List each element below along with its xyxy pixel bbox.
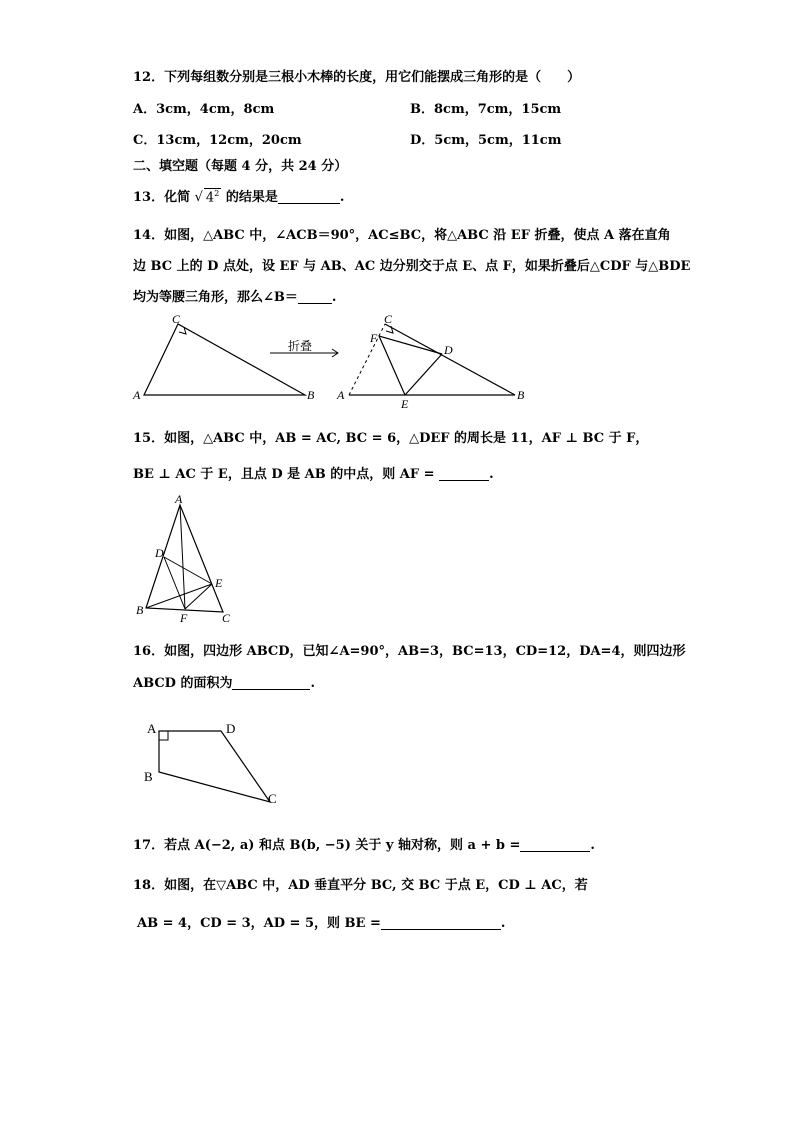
q17-text: 17．若点 A(−2, a) 和点 B(b, −5) 关于 y 轴对称，则 a + b = bbox=[133, 838, 521, 853]
label-a: A bbox=[337, 388, 345, 402]
q15-line1: 15．如图，△ABC 中，AB = AC, BC = 6，△DEF 的周长是 11，AF ⊥ BC 于 F， bbox=[133, 431, 649, 446]
segment-df bbox=[164, 557, 185, 609]
q14-figure-original bbox=[130, 312, 320, 407]
label-b: B bbox=[307, 388, 315, 402]
q12-option-d: D．5cm，5cm，11cm bbox=[410, 133, 562, 148]
label-d: D bbox=[444, 343, 453, 357]
q13-radicand: 4 bbox=[205, 190, 215, 205]
fold-label: 折叠 bbox=[288, 339, 313, 353]
q16-line2 bbox=[133, 672, 315, 691]
q18-line1: 18．如图，在▽ABC 中，AD 垂直平分 BC, 交 BC 于点 E，CD ⊥ AC，若 bbox=[133, 878, 588, 893]
segment-fd bbox=[379, 336, 442, 354]
q16-period: . bbox=[310, 676, 315, 691]
quadrilateral-abcd bbox=[159, 731, 270, 802]
label-c: C bbox=[172, 312, 181, 326]
q18-answer-blank[interactable] bbox=[381, 915, 501, 930]
q13-exponent: 2 bbox=[214, 188, 220, 198]
q17 bbox=[133, 834, 595, 853]
q15-line2-text: BE ⊥ AC 于 E，且点 D 是 AB 的中点，则 AF = bbox=[133, 467, 435, 482]
segment-de bbox=[164, 557, 212, 584]
segment-fe bbox=[379, 336, 405, 395]
q16-line1: 16．如图，四边形 ABCD，已知∠A=90°，AB=3，BC=13，CD=12，DA=4，则四边形 bbox=[133, 644, 686, 659]
label-b: B bbox=[144, 769, 153, 784]
label-c: C bbox=[384, 312, 393, 326]
label-e: E bbox=[215, 576, 223, 590]
segment-cb bbox=[385, 324, 515, 395]
q14-line3 bbox=[133, 286, 336, 305]
label-f: F bbox=[370, 331, 378, 345]
q15-figure bbox=[130, 492, 240, 625]
label-c: C bbox=[222, 611, 231, 625]
q12-stem: 12．下列每组数分别是三根小木棒的长度，用它们能摆成三角形的是（ ） bbox=[133, 70, 581, 85]
q13-answer-blank[interactable] bbox=[278, 189, 340, 204]
q17-answer-blank[interactable] bbox=[520, 837, 590, 852]
label-a: A bbox=[147, 721, 157, 736]
q16-figure bbox=[140, 715, 290, 810]
q12-option-b: B．8cm，7cm，15cm bbox=[410, 102, 562, 117]
q13-period: . bbox=[339, 190, 345, 205]
q14-line2: 边 BC 上的 D 点处，设 EF 与 AB、AC 边分别交于点 E、点 F，如果折叠后△CDF 与△BDE bbox=[133, 259, 691, 274]
q18-period: . bbox=[500, 916, 506, 931]
label-c: C bbox=[268, 791, 277, 806]
q14-line1: 14．如图，△ABC 中，∠ACB＝90°，AC≤BC，将△ABC 沿 EF 折叠，使点 A 落在直角 bbox=[133, 228, 671, 243]
q16-answer-blank[interactable] bbox=[232, 675, 310, 690]
q14-line3-text: 均为等腰三角形，那么∠B＝ bbox=[133, 290, 298, 305]
label-d: D bbox=[155, 546, 164, 560]
q15-line2 bbox=[133, 463, 494, 482]
q14-figure-folded bbox=[335, 312, 535, 412]
label-a: A bbox=[175, 492, 183, 506]
label-f: F bbox=[180, 611, 188, 625]
q13-suffix: 的结果是 bbox=[225, 190, 278, 205]
segment-fe bbox=[185, 584, 212, 609]
q13: 13．化简 √ $4^2$ 的结果是 . bbox=[133, 188, 345, 205]
segment-de bbox=[405, 354, 442, 395]
label-d: D bbox=[226, 721, 236, 736]
q12-option-c: C．13cm，12cm，20cm bbox=[133, 133, 302, 148]
q15-period: . bbox=[489, 467, 494, 482]
q18-line2 bbox=[137, 912, 505, 931]
label-b: B bbox=[517, 388, 525, 402]
q15-answer-blank[interactable] bbox=[439, 466, 489, 481]
label-b: B bbox=[136, 603, 144, 617]
segment-ac-dashed bbox=[349, 324, 385, 395]
segment-be bbox=[146, 584, 212, 608]
section-heading: 二、填空题（每题 4 分，共 24 分） bbox=[133, 159, 348, 174]
triangle-abc bbox=[144, 324, 305, 395]
q14-answer-blank[interactable] bbox=[298, 289, 332, 304]
right-angle-mark bbox=[159, 731, 168, 740]
segment-af bbox=[180, 505, 185, 609]
q12-option-a: A．3cm，4cm，8cm bbox=[133, 102, 275, 117]
q13-prefix: 13．化简 bbox=[133, 190, 191, 205]
q16-line2-text: ABCD 的面积为 bbox=[133, 676, 233, 691]
q17-period: . bbox=[590, 838, 595, 853]
fold-arrow-icon bbox=[270, 348, 342, 358]
label-a: A bbox=[133, 388, 141, 402]
q14-period: . bbox=[331, 290, 337, 305]
label-e: E bbox=[401, 397, 409, 411]
q18-line2-text: AB = 4，CD = 3，AD = 5，则 BE = bbox=[137, 916, 381, 931]
